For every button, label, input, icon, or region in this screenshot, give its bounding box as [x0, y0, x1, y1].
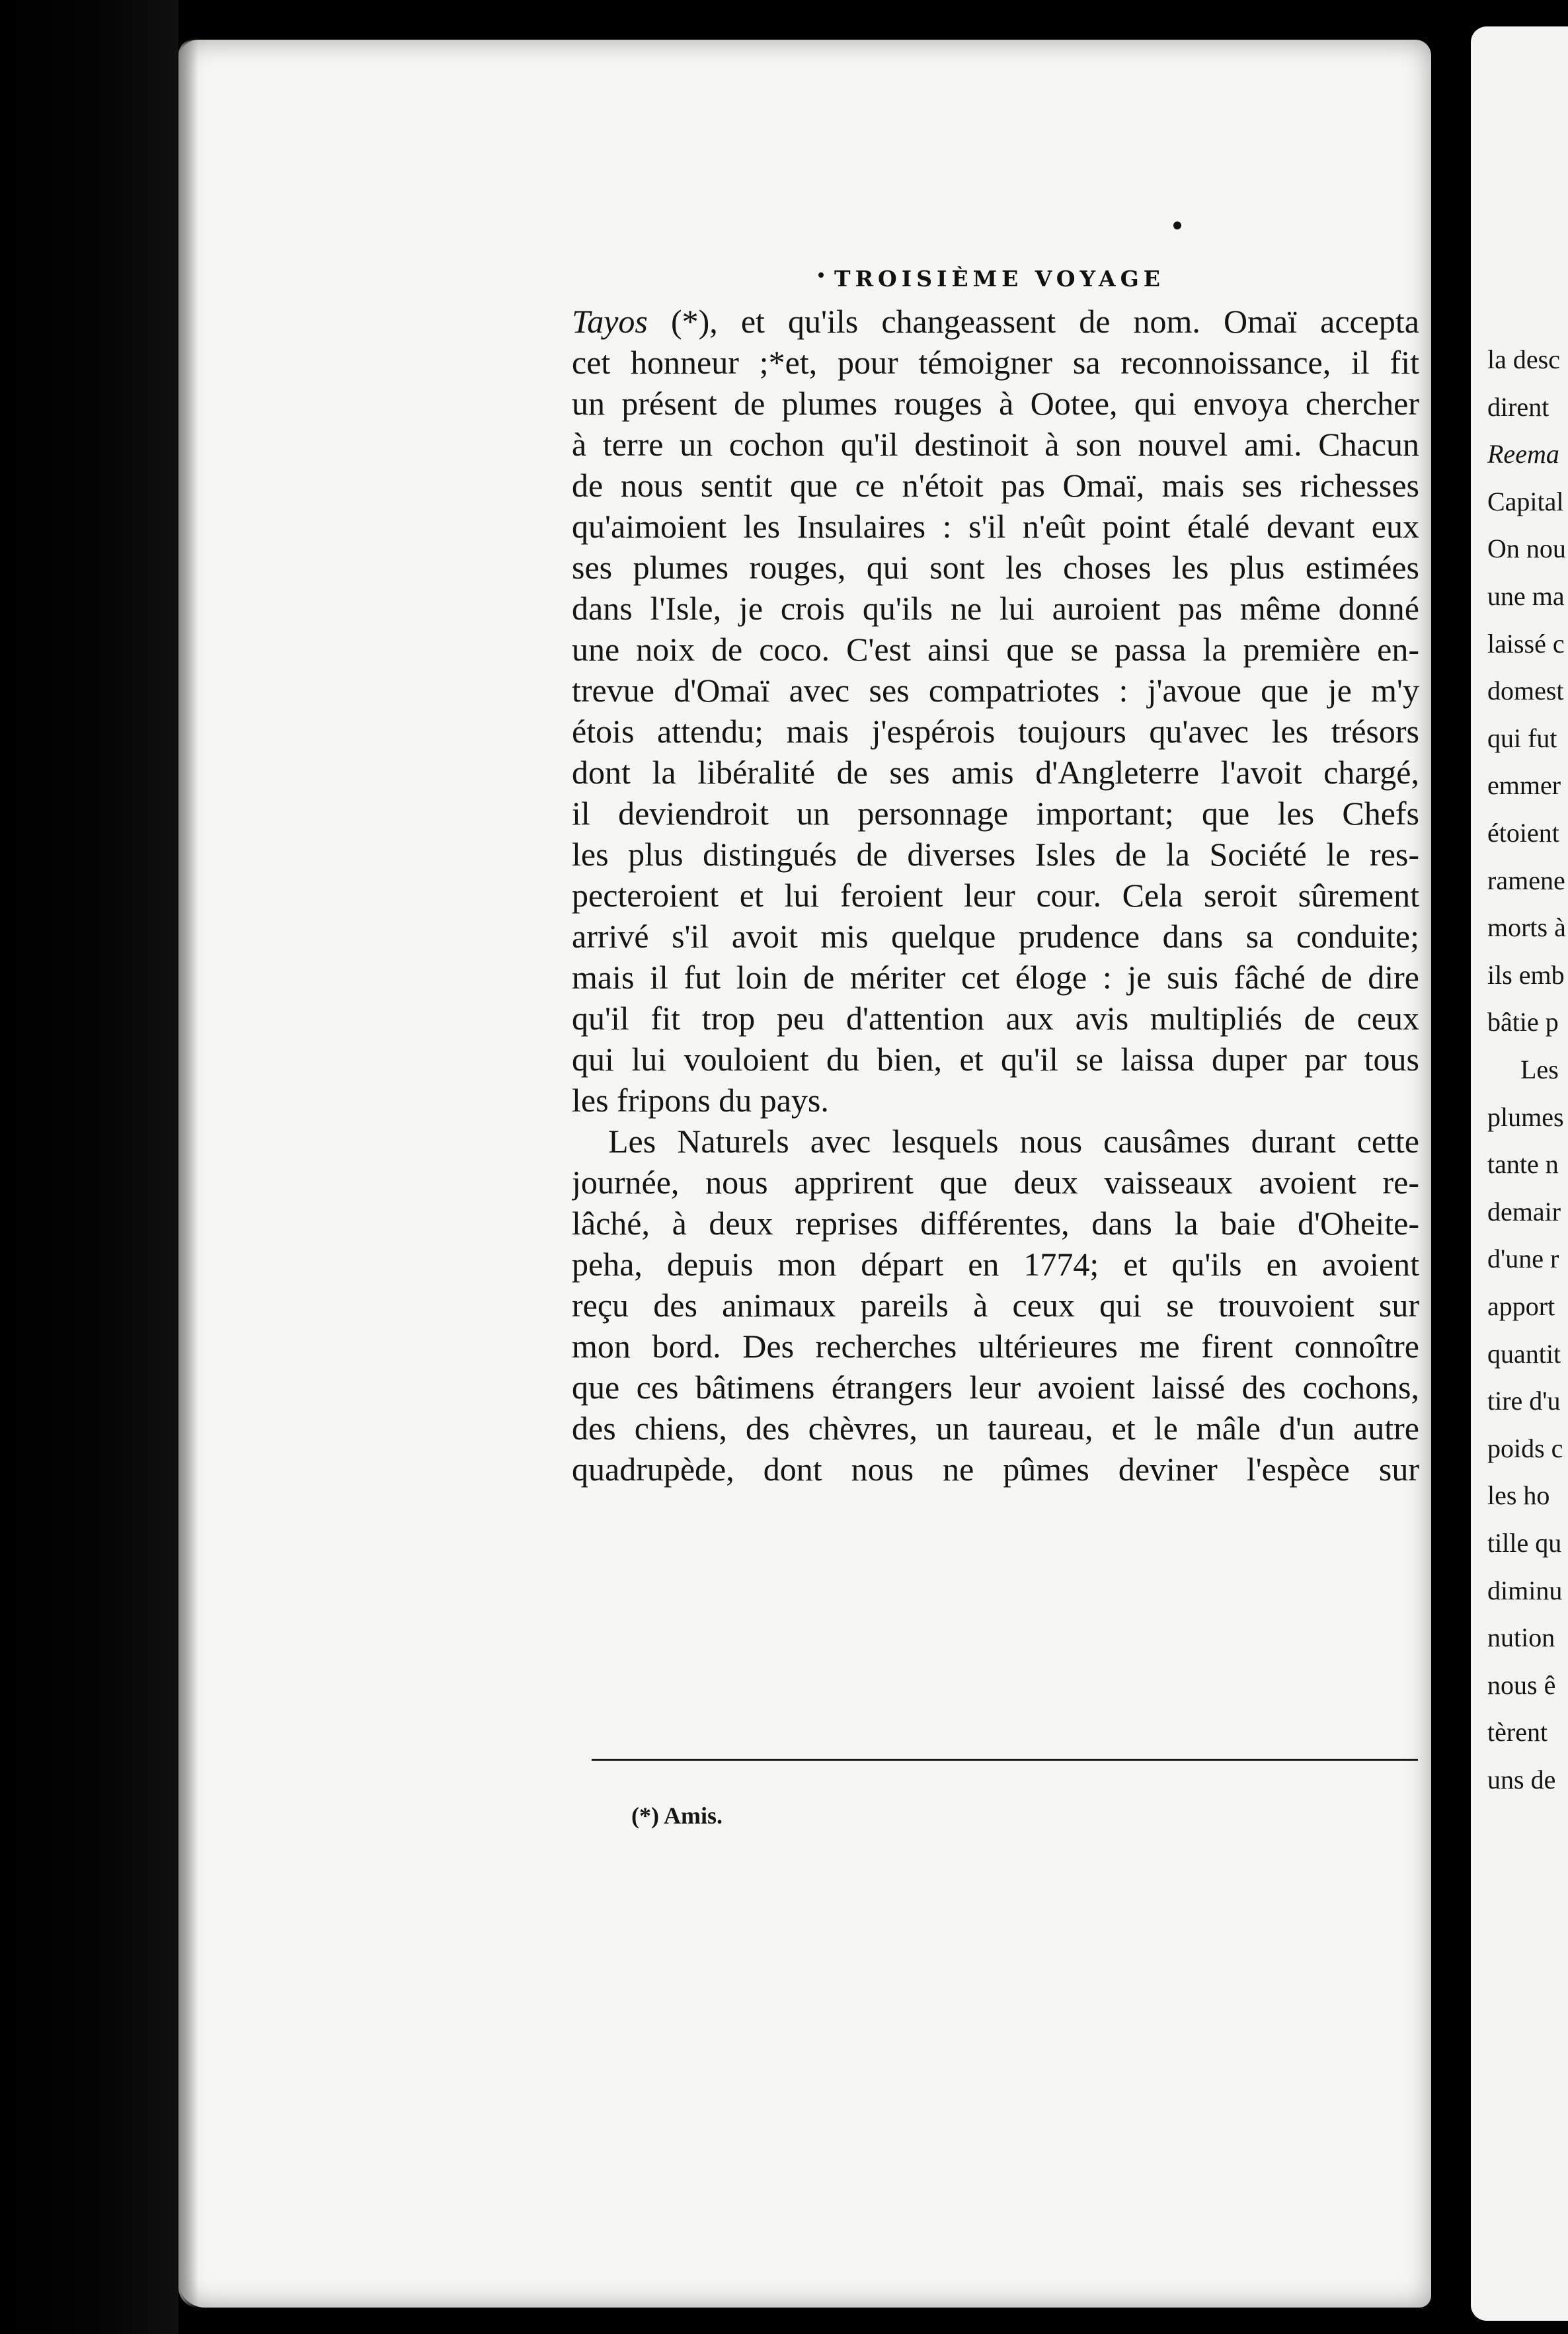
body-line: lâché, à deux reprises différentes, dans la baie d'Oheite-: [572, 1205, 1419, 1242]
body-line: Les Naturels avec lesquels nous causâmes durant cette: [608, 1123, 1419, 1160]
body-line: qu'il fit trop peu d'attention aux avis multipliés de ceux: [572, 1000, 1419, 1037]
body-line: les plus distingués de diverses Isles de la Société le res-: [572, 836, 1419, 873]
body-line: [572, 301, 1419, 342]
adjacent-page-line: morts à: [1487, 912, 1566, 943]
adjacent-page-line: poids c: [1487, 1433, 1563, 1463]
body-line: qui lui vouloient du bien, et qu'il se laissa duper par tous: [572, 1041, 1419, 1078]
body-line: des chiens, des chèvres, un taureau, et le mâle d'un autre: [572, 1410, 1419, 1447]
body-line: dont la libéralité de ses amis d'Angleterre l'avoit chargé,: [572, 754, 1419, 791]
body-line: une noix de coco. C'est ainsi que se passa la première en-: [572, 631, 1419, 668]
adjacent-page-line: ramene: [1487, 865, 1565, 895]
adjacent-page-line: Reema: [1487, 439, 1559, 469]
adjacent-page-line: ils emb: [1487, 959, 1565, 990]
adjacent-page-line: diminu: [1487, 1575, 1563, 1605]
adjacent-page-line: nution: [1487, 1623, 1555, 1653]
body-line: mais il fut loin de mériter cet éloge : je suis fâché de dire: [572, 959, 1419, 996]
adjacent-page-line: bâtie p: [1487, 1007, 1559, 1037]
adjacent-page-line: laissé c: [1487, 628, 1565, 659]
body-line: mon bord. Des recherches ultérieures me firent connoître: [572, 1328, 1419, 1365]
body-line: journée, nous apprirent que deux vaisseaux avoient re-: [572, 1164, 1419, 1201]
adjacent-page-line: étoient: [1487, 818, 1559, 848]
adjacent-page-line: dirent: [1487, 391, 1549, 422]
body-line: arrivé s'il avoit mis quelque prudence dans sa conduite;: [572, 918, 1419, 955]
adjacent-page-line: quantit: [1487, 1338, 1561, 1369]
body-line: qu'aimoient les Insulaires : s'il n'eût point étalé devant eux: [572, 508, 1419, 545]
body-line: à terre un cochon qu'il destinoit à son nouvel ami. Chacun: [572, 426, 1419, 463]
footnote: (*) Amis.: [631, 1802, 723, 1829]
body-line: un présent de plumes rouges à Ootee, qui envoya chercher: [572, 385, 1419, 422]
book-gutter: [1431, 0, 1471, 2334]
adjacent-page-line: plumes: [1487, 1102, 1564, 1132]
adjacent-page-line: demair: [1487, 1196, 1561, 1227]
italic-word: Tayos: [572, 303, 648, 340]
adjacent-page-fragment: [1471, 26, 1568, 2321]
adjacent-page-line: uns de: [1487, 1765, 1556, 1794]
adjacent-page-line: une ma: [1487, 581, 1565, 611]
body-line: les fripons du pays.: [572, 1082, 829, 1119]
adjacent-page-line: la desc: [1487, 344, 1560, 374]
footnote-rule: [592, 1759, 1418, 1761]
body-line: dans l'Isle, je crois qu'ils ne lui auroient pas même donné: [572, 590, 1419, 627]
body-line: de nous sentit que ce n'étoit pas Omaï, mais ses richesses: [572, 467, 1419, 504]
body-line: que ces bâtimens étrangers leur avoient laissé des cochons,: [572, 1369, 1419, 1406]
adjacent-page-line: les ho: [1487, 1480, 1550, 1511]
adjacent-page-line: tèrent: [1487, 1717, 1548, 1748]
adjacent-page-line: tire d'u: [1487, 1386, 1561, 1416]
body-line: reçu des animaux pareils à ceux qui se trouvoient sur: [572, 1287, 1419, 1324]
body-line: étois attendu; mais j'espérois toujours qu'avec les trésors: [572, 713, 1419, 750]
ink-speck: [1173, 221, 1181, 229]
adjacent-page-line: d'une r: [1487, 1244, 1559, 1274]
adjacent-page-line: On nou: [1487, 534, 1566, 564]
adjacent-page-line: nous ê: [1487, 1670, 1556, 1700]
adjacent-page-line: qui fut: [1487, 723, 1557, 753]
running-head: TROISIÈME VOYAGE: [834, 266, 1165, 292]
body-line: quadrupède, dont nous ne pûmes deviner l'espèce sur: [572, 1451, 1419, 1488]
body-line: cet honneur ;*et, pour témoigner sa reconnoissance, il fit: [572, 344, 1419, 381]
page-body-text: [572, 301, 1419, 1490]
body-line: peha, depuis mon départ en 1774; et qu'ils en avoient: [572, 1246, 1419, 1283]
adjacent-page-line: tille qu: [1487, 1528, 1562, 1558]
line-rest: (*), et qu'ils changeassent de nom. Omaï accepta: [647, 303, 1419, 340]
adjacent-page-line: tante n: [1487, 1149, 1559, 1180]
body-line: pecteroient et lui feroient leur cour. Cela seroit sûrement: [572, 877, 1419, 914]
adjacent-page-line: apport: [1487, 1291, 1555, 1321]
adjacent-page-line: domest: [1487, 676, 1564, 706]
adjacent-page-line: Les: [1520, 1055, 1559, 1084]
ink-speck: [818, 272, 824, 278]
body-line: ses plumes rouges, qui sont les choses les plus estimées: [572, 549, 1419, 586]
adjacent-page-line: Capital: [1487, 486, 1564, 516]
body-line: il deviendroit un personnage important; que les Chefs: [572, 795, 1419, 832]
body-line: trevue d'Omaï avec ses compatriotes : j'avoue que je m'y: [572, 672, 1419, 709]
scan-margin-left: [0, 0, 178, 2334]
adjacent-page-line: emmer: [1487, 770, 1561, 801]
